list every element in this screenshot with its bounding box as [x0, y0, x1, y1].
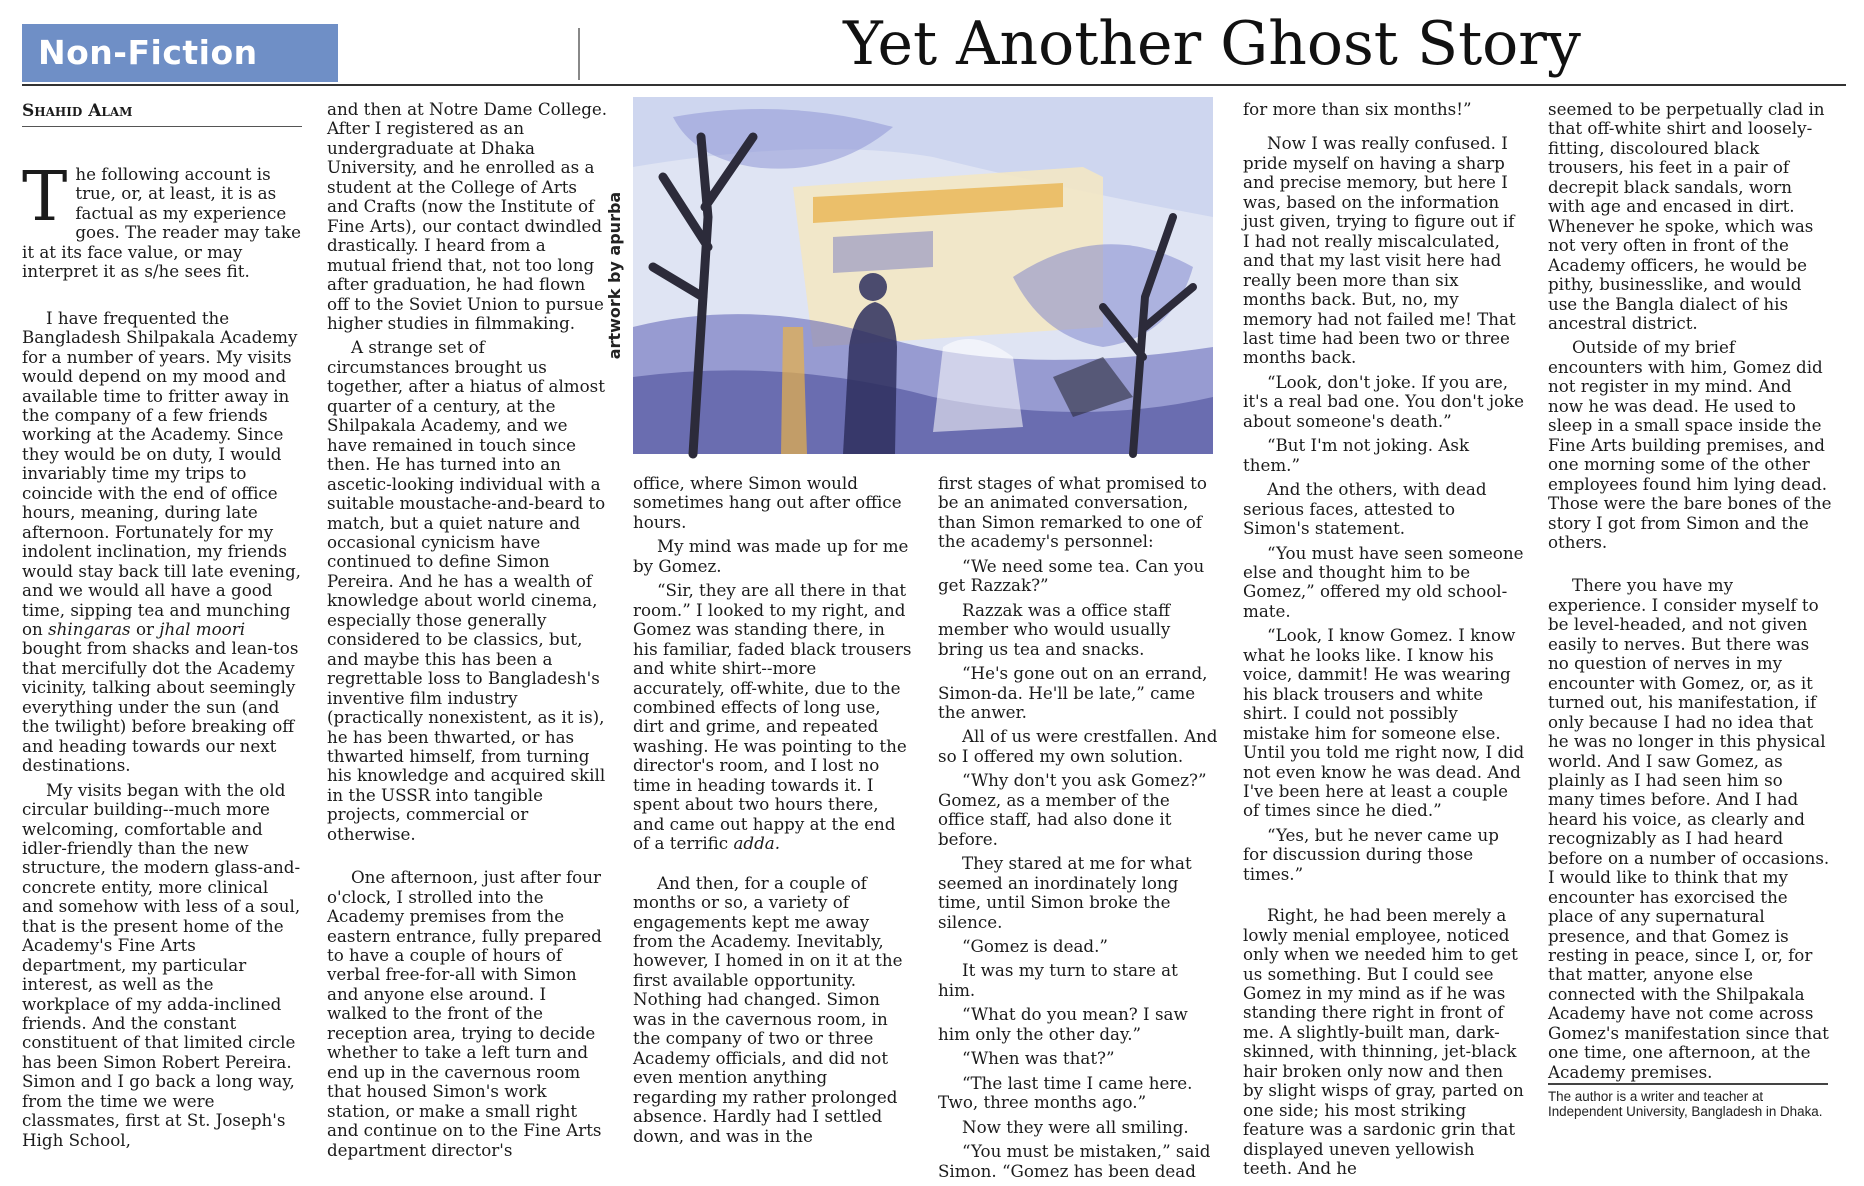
paragraph: “What do you mean? I saw him only the other day.”: [938, 1004, 1188, 1044]
paragraph: “You must be mistaken,” said Simon. “Gomez has been dead: [938, 1141, 1211, 1181]
paragraph: Right, he had been merely a lowly menial employee, noticed only when we needed him to get us something. But I could see Gomez in my mind as if he was standing there right in front of me. A slightly-built man, dark-skinned, with thinning, jet-black hair broken only now and then by slight wisps of gray, parted on one side; his most striking feature was a sardonic grin that displayed uneven yellowish teeth. And he: [1243, 905, 1524, 1179]
article-column-6: [1548, 100, 1832, 1087]
paragraph: office, where Simon would sometimes hang out after office hours.: [633, 473, 902, 532]
paragraph: A strange set of circumstances brought us together, after a hiatus of almost quarter of a century, at the Shilpakala Academy, and we have remained in touch since then. He has turned into an ascetic-looking individual with a suitable moustache-and-beard to match, but a quiet nature and occasional cynicism have continued to define Simon Pereira. And he has a wealth of knowledge about world cinema, especially those generally considered to be classics, but, and maybe this has been a regrettable loss to Bangladesh's inventive film industry (practically nonexistent, as it is), he has been thwarted, or has thwarted himself, from turning his knowledge and acquired skill in the USSR into tangible projects, commercial or otherwise.: [327, 337, 606, 844]
paragraph: My visits began with the old circular building--much more welcoming, comfortable and idler-friendly than the new structure, the modern glass-and-concrete entity, more clinical and somehow with less of a soul, that is the present home of the Academy's Fine Arts department, my particular interest, as well as the workplace of my adda-inclined friends. And the constant constituent of that limited circle has been Simon Robert Pereira. Simon and I go back a long way, from the time we were classmates, first at St. Joseph's High School,: [22, 779, 301, 1150]
paragraph: Now they were all smiling.: [962, 1116, 1189, 1137]
paragraph: “Sir, they are all there in that room.” I looked to my right, and Gomez was standing there, in his familiar, faded black trousers and white shirt--more accurately, off-white, due to the combined effects of long use, dirt and grime, and repeated washing. He was pointing to the director's room, and I lost no time in heading towards it. I spent about two hours there, and came out happy at the end of a terrific adda.: [633, 580, 912, 854]
author-note: The author is a writer and teacher at Independent University, Bangladesh in Dhaka.: [1548, 1089, 1823, 1119]
paragraph: for more than six months!”: [1243, 99, 1472, 119]
article-column-5: [1243, 100, 1525, 1184]
paragraph: “He's gone out on an errand, Simon-da. He'll be late,” came the anwer.: [938, 663, 1208, 722]
header-rule: [22, 84, 1846, 86]
paragraph: And the others, with dead serious faces, attested to Simon's statement.: [1243, 479, 1487, 539]
paragraph: “We need some tea. Can you get Razzak?”: [938, 555, 1205, 596]
lead-paragraph: [22, 158, 302, 282]
paragraph: They stared at me for what seemed an inordinately long time, until Simon broke the silence.: [938, 853, 1192, 932]
paragraph: All of us were crestfallen. And so I offered my own solution.: [938, 726, 1218, 766]
paragraph: “Gomez is dead.”: [962, 935, 1108, 956]
paragraph: “But I'm not joking. Ask them.”: [1243, 435, 1470, 475]
paragraph: One afternoon, just after four o'clock, I strolled into the Academy premises from the eastern entrance, fully prepared to have a couple of hours of verbal free-for-all with Simon and anyone else around. I walked to the front of the reception area, trying to decide whether to take a left turn and end up in the cavernous room that housed Simon's work station, or make a small right and continue on to the Fine Arts department director's: [327, 867, 602, 1160]
paragraph: There you have my experience. I consider myself to be level-headed, and not given easily to nerves. But there was no question of nerves in my encounter with Gomez, or, as it turned out, his manifestation, if only because I had no idea that he was no longer in this physical world. And I saw Gomez, as plainly as I had seen him so many times before. And I had heard his voice, as clearly and recognizably as I had heard before on a number of occasions. I would like to think that my encounter has exorcised the place of any supernatural presence, and that Gomez is resting in peace, since I, or, for that matter, anyone else connected with the Shilpakala Academy have not come across Gomez's manifestation since that one time, one afternoon, at the Academy premises.: [1548, 575, 1830, 1082]
paragraph: “When was that?”: [962, 1048, 1115, 1069]
paragraph: first stages of what promised to be an animated conversation, than Simon remarked to one of the academy's personnel:: [938, 473, 1207, 552]
paragraph: and then at Notre Dame College. After I registered as an undergraduate at Dhaka University, and he enrolled as a student at the College of Arts and Crafts (now the Institute of Fine Arts), our contact dwindled drastically. I heard from a mutual friend that, not too long after graduation, he had flown off to the Soviet Union to pursue higher studies in filmmaking.: [327, 99, 608, 333]
watercolor-illustration: [633, 97, 1213, 454]
article-column-3: [633, 474, 913, 1151]
paragraph: “The last time I came here. Two, three months ago.”: [938, 1072, 1193, 1113]
author-note-rule: [1548, 1083, 1828, 1085]
artwork-credit: artwork by apurba: [605, 191, 624, 360]
paragraph: It was my turn to stare at him.: [938, 960, 1178, 1000]
paragraph: “Look, I know Gomez. I know what he looks like. I know his voice, dammit! He was wearing his black trousers and white shirt. I could not possibly mistake him for someone else. Until you told me right now, I did not even know he was dead. And I've been here at least a couple of times since he died.”: [1243, 625, 1525, 821]
drop-cap: T: [22, 158, 68, 237]
paragraph: “Look, don't joke. If you are, it's a real bad one. You don't joke about someone's death.”: [1243, 371, 1525, 431]
paragraph: And then, for a couple of months or so, a variety of engagements kept me away from the Academy. Inevitably, however, I homed in on it at the first available opportunity. Nothing had changed. Simon was in the cavernous room, in the company of two or three Academy officials, and did not even mention anything regarding my rather prolonged absence. Hardly had I settled down, and was in the: [633, 872, 903, 1146]
lead-text: he following account is true, or, at least, it is as factual as my experience goes. The reader may take it at its face value, or may interpret it as s/he sees fit.: [22, 164, 301, 282]
paragraph: “Why don't you ask Gomez?” Gomez, as a member of the office staff, had also done it before.: [938, 770, 1207, 849]
section-label: Non-Fiction: [22, 24, 338, 82]
article-headline: Yet Another Ghost Story: [843, 9, 1581, 79]
paragraph: Outside of my brief encounters with him, Gomez did not register in my mind. And now he was dead. He used to sleep in a small space inside the Fine Arts building premises, and one morning some of the other employees found him lying dead. Those were the bare bones of the story I got from Simon and the others.: [1548, 337, 1832, 552]
paragraph: “You must have seen someone else and thought him to be Gomez,” offered my old school-mate.: [1243, 542, 1524, 621]
article-column-2: [327, 100, 609, 1165]
header-divider: [578, 28, 580, 80]
byline: Shahid Alam: [22, 100, 302, 127]
paragraph: My mind was made up for me by Gomez.: [633, 536, 909, 576]
paragraph: seemed to be perpetually clad in that off-white shirt and loosely-fitting, discoloured black trousers, his feet in a pair of decrepit black sandals, worn with age and encased in dirt. Whenever he spoke, which was not very often in front of the Academy officers, he would be pithy, businesslike, and would use the Bangla dialect of his ancestral district.: [1548, 99, 1825, 333]
article-artwork: [633, 97, 1213, 454]
paragraph: Razzak was a office staff member who would usually bring us tea and snacks.: [938, 599, 1171, 659]
article-column-1: [22, 100, 302, 1155]
paragraph: I have frequented the Bangladesh Shilpakala Academy for a number of years. My visits would depend on my mood and available time to fritter away in the company of a few friends working at the Academy. Since they would be on duty, I would invariably time my trips to coincide with the end of office hours, meaning, during late afternoon. Fortunately for my indolent inclination, my friends would stay back till late evening, and we would all have a good time, sipping tea and munching on shingaras or jhal moori bought from shacks and lean-tos that mercifully dot the Academy vicinity, talking about seemingly everything under the sun (and the twilight) before breaking off and heading towards our next destinations.: [22, 307, 301, 776]
article-column-4: [938, 474, 1220, 1186]
paragraph: “Yes, but he never came up for discussion during those times.”: [1243, 824, 1499, 884]
paragraph: Now I was really confused. I pride myself on having a sharp and precise memory, but here I was, based on the information just given, trying to figure out if I had not really miscalculated, and that my last visit here had really been more than six months back. But, no, my memory had not failed me! That last time had been two or three months back.: [1243, 133, 1516, 368]
